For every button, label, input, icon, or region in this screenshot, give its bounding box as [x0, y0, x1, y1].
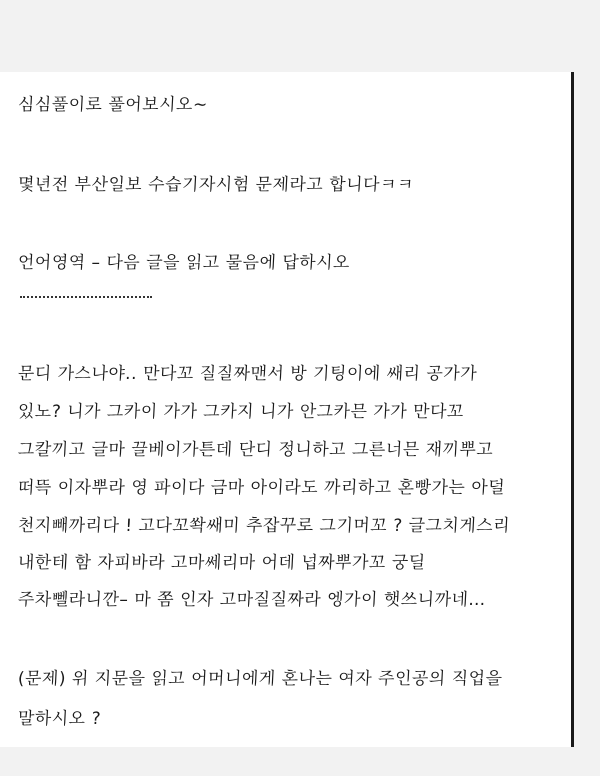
text-line-10: 주차뻴라니깐– 마 쫌 인자 고마질질짜라 엥가이 햇쓰니까네…: [17, 590, 487, 610]
text-line-3: 언어영역 – 다음 글을 읽고 물음에 답하시오: [17, 253, 351, 273]
text-line-4: 문디 가스나야.. 만다꼬 질질짜맨서 방 기팅이에 쌔리 공가가: [17, 364, 478, 384]
dotted-divider: [20, 296, 152, 298]
text-line-2: 몇년전 부산일보 수습기자시험 문제라고 합니다ㅋㅋ: [17, 175, 415, 195]
text-line-5: 있노? 니가 그카이 가가 그카지 니가 안그카믄 가가 만다꼬: [17, 402, 465, 422]
text-line-7: 떠뜩 이자뿌라 영 파이다 금마 아이라도 까리하고 혼빵가는 아덜: [17, 478, 506, 498]
text-line-11: (문제) 위 지문을 읽고 어머니에게 혼나는 여자 주인공의 직업을: [17, 669, 503, 689]
document-page: [0, 72, 574, 747]
text-line-12: 말하시오 ?: [17, 709, 102, 729]
text-line-8: 천지빼까리다 ! 고다꼬쏵쌔미 추잡꾸로 그기머꼬 ? 글그치게스리: [17, 516, 511, 536]
text-line-1: 심심풀이로 풀어보시오~: [17, 95, 209, 115]
text-line-6: 그칼끼고 글마 끌베이가튼데 단디 정니하고 그른너믄 재끼뿌고: [17, 440, 494, 460]
text-line-9: 내한테 함 자피바라 고마쎄리마 어데 넙짜뿌가꼬 궁딜: [17, 553, 427, 573]
